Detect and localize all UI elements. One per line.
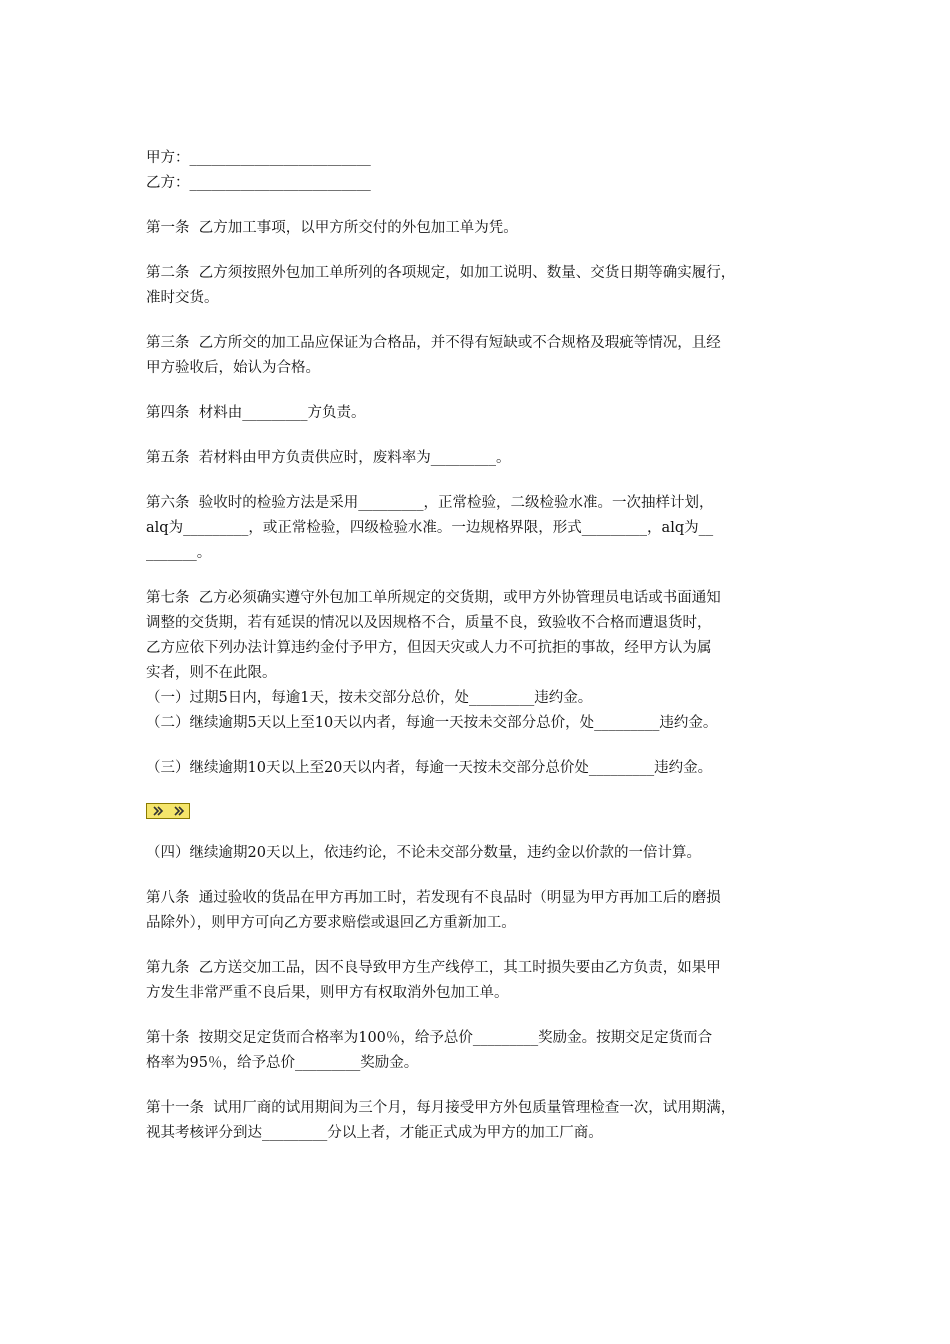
embedded-object[interactable] <box>146 801 816 821</box>
article-2: 第二条 乙方须按照外包加工单所列的各项规定，如加工说明、数量、交货日期等确实履行， 准时交货。 <box>146 265 736 306</box>
link-icon-pair[interactable] <box>146 803 190 819</box>
article-3: 第三条 乙方所交的加工品应保证为合格品，并不得有短缺或不合规格及瑕疵等情况，且经 甲方验收后，始认为合格。 <box>146 335 721 376</box>
article-8: 第八条 通过验收的货品在甲方再加工时，若发现有不良品时（明显为甲方再加工后的磨损 品除外），则甲方可向乙方要求赔偿或退回乙方重新加工。 <box>146 890 721 931</box>
article-5: 第五条 若材料由甲方负责供应时，废料率为_________。 <box>146 450 511 466</box>
article-1: 第一条 乙方加工事项，以甲方所交付的外包加工单为凭。 <box>146 220 518 236</box>
article-11: 第十一条 试用厂商的试用期间为三个月，每月接受甲方外包质量管理检查一次，试用期满， 视其考核评分到达_________分以上者，才能正式成为甲方的加工厂商。 <box>146 1100 736 1141</box>
article-7: 第七条 乙方必须确实遵守外包加工单所规定的交货期，或甲方外协管理员电话或书面通知 调整的交货期，若有延误的情况以及因规格不合，质量不良，致验收不合格而遭退货时， 乙方应依下列办法计算违约金付予甲方，但因天灾或人力不可抗拒的事故，经甲方认为属 实者，则不在此限。 （一）过期5日内，每逾1天，按未交部分总价，处_________违约金。 （二）继续逾期5天以上至10天以内者，每逾一天按未交部分总价，处_________违约金。 （三）继续逾期10天以上至20天以内者，每逾一天按未交部分总价处_________违约金。 （四）继续逾期20天以上，依违约论，不论未交部分数量，违约金以价款的一倍计算。 <box>146 586 816 866</box>
article-4: 第四条 材料由_________方负责。 <box>146 405 366 421</box>
link-icon <box>171 805 187 817</box>
party-a-line: 甲方：_________________________ <box>146 150 371 166</box>
party-b-line: 乙方：_________________________ <box>146 175 371 191</box>
contract-document <box>146 146 816 1146</box>
article-10: 第十条 按期交足定货而合格率为100％，给予总价_________奖励金。按期交足定货而合 格率为95％，给予总价_________奖励金。 <box>146 1030 713 1071</box>
article-7-item: （三）继续逾期10天以上至20天以内者，每逾一天按未交部分总价处_________违约金。 <box>146 760 713 776</box>
article-6: 第六条 验收时的检验方法是采用_________，正常检验，二级检验水准。一次抽样计划， alq为_________，或正常检验，四级检验水准。一边规格界限，形式_________，alq为__ _______。 <box>146 495 714 561</box>
article-9: 第九条 乙方送交加工品，因不良导致甲方生产线停工，其工时损失要由乙方负责，如果甲 方发生非常严重不良后果，则甲方有权取消外包加工单。 <box>146 960 721 1001</box>
article-7-item: （二）继续逾期5天以上至10天以内者，每逾一天按未交部分总价，处_________违约金。 <box>146 715 718 731</box>
article-7-item: （一）过期5日内，每逾1天，按未交部分总价，处_________违约金。 <box>146 690 593 706</box>
link-icon <box>150 805 166 817</box>
article-7-item: （四）继续逾期20天以上，依违约论，不论未交部分数量，违约金以价款的一倍计算。 <box>146 845 701 861</box>
